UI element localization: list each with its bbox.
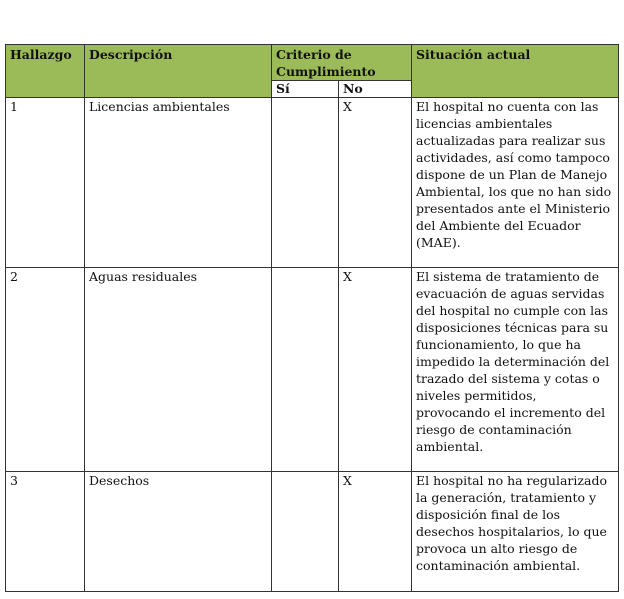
table-row xyxy=(6,268,619,472)
header-yes: Sí xyxy=(272,81,339,98)
finding-description: Desechos xyxy=(85,472,272,592)
header-criterion: Criterio de Cumplimiento xyxy=(272,45,412,81)
criterion-no-cell: X xyxy=(339,98,412,268)
header-description: Descripción xyxy=(85,45,272,98)
table-body xyxy=(6,98,619,592)
finding-number: 3 xyxy=(6,472,85,592)
criterion-no-cell: X xyxy=(339,268,412,472)
finding-status: El hospital no ha regularizado la generación, tratamiento y disposición final de los desechos hospitalarios, lo que provoca un alto riesgo de contaminación ambiental. xyxy=(412,472,619,592)
findings-table xyxy=(5,44,619,592)
table-row xyxy=(6,98,619,268)
criterion-yes-cell xyxy=(272,98,339,268)
finding-description: Aguas residuales xyxy=(85,268,272,472)
finding-description: Licencias ambientales xyxy=(85,98,272,268)
header-status: Situación actual xyxy=(412,45,619,98)
finding-number: 1 xyxy=(6,98,85,268)
criterion-yes-cell xyxy=(272,268,339,472)
header-finding: Hallazgo xyxy=(6,45,85,98)
table-header xyxy=(6,45,619,98)
finding-number: 2 xyxy=(6,268,85,472)
header-no: No xyxy=(339,81,412,98)
criterion-no-cell: X xyxy=(339,472,412,592)
finding-status: El hospital no cuenta con las licencias ambientales actualizadas para realizar sus actividades, así como tampoco dispone de un Plan de Manejo Ambiental, los que no han sido presentados ante el Ministerio del Ambiente del Ecuador (MAE). xyxy=(412,98,619,268)
criterion-yes-cell xyxy=(272,472,339,592)
table-row xyxy=(6,472,619,592)
finding-status: El sistema de tratamiento de evacuación de aguas servidas del hospital no cumple con las disposiciones técnicas para su funcionamiento, lo que ha impedido la determinación del trazado del sistema y cotas o niveles permitidos, provocando el incremento del riesgo de contaminación ambiental. xyxy=(412,268,619,472)
header-row xyxy=(6,45,619,81)
